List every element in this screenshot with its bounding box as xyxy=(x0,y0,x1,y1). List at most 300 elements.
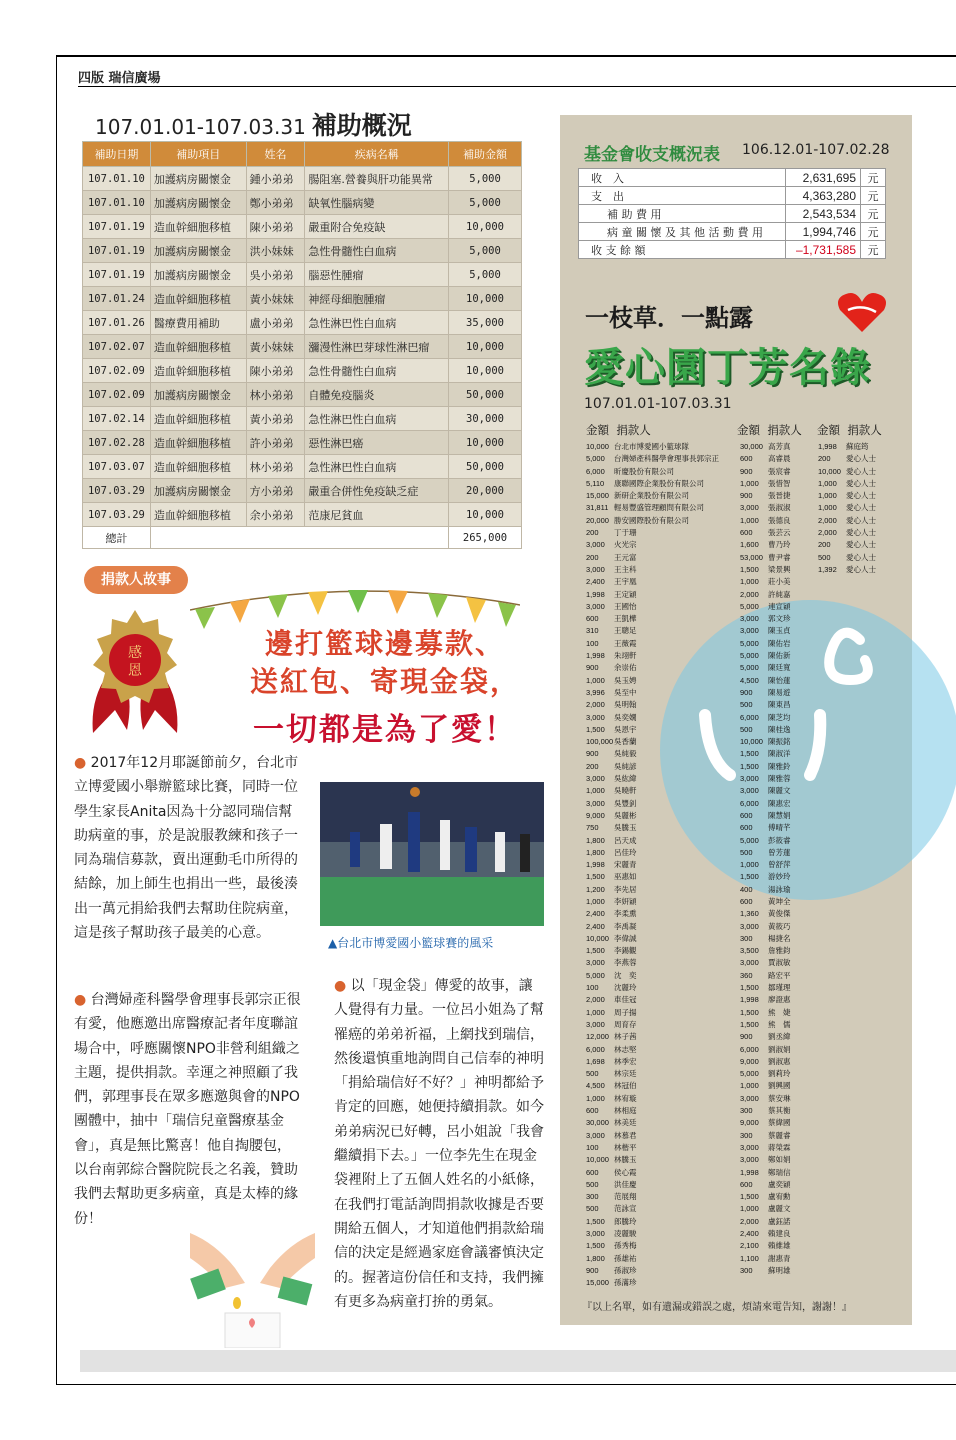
donor-row xyxy=(586,724,719,736)
donor-name: 王凱樺 xyxy=(614,614,637,624)
donation-hands-icon xyxy=(185,1228,320,1348)
donor-amount: 1,998 xyxy=(586,860,605,870)
donor-amount: 100 xyxy=(586,983,599,993)
donor-row xyxy=(740,884,791,896)
donor-amount: 5,110 xyxy=(586,478,605,488)
col2-header: 金額 捐款人 xyxy=(737,423,802,437)
donor-amount: 5,000 xyxy=(740,663,759,673)
basketball-photo xyxy=(320,782,544,926)
donor-name: 愛心人士 xyxy=(846,466,876,476)
table-cell: 107.02.28 xyxy=(83,431,151,455)
donor-amount: 1,360 xyxy=(740,909,759,919)
subsidy-heading: 補助概況 xyxy=(311,111,412,140)
donor-row xyxy=(740,1228,791,1240)
donor-row xyxy=(740,1216,791,1228)
donor-name: 張惜智 xyxy=(768,478,791,488)
donor-row xyxy=(586,478,719,490)
donor-name: 湯詠瑜 xyxy=(768,884,791,894)
donor-name: 張宸睿 xyxy=(768,466,791,476)
donor-row xyxy=(586,773,719,785)
donor-name: 陳芝均 xyxy=(768,712,791,722)
donor-name: 凌麗駿 xyxy=(614,1229,637,1238)
donor-name: 林慕君 xyxy=(614,1130,637,1140)
donor-row xyxy=(740,982,791,994)
table-cell: 腦惡性腫瘤 xyxy=(305,263,449,287)
table-cell: 5,000 xyxy=(449,263,522,287)
donor-row xyxy=(740,638,791,650)
donor-amount: 1,000 xyxy=(818,478,837,488)
table-cell: 林小弟弟 xyxy=(246,455,305,479)
subsidy-table xyxy=(82,141,522,549)
donor-name: 游妙玲 xyxy=(768,872,791,882)
table-cell: 107.01.26 xyxy=(83,311,151,335)
donor-amount: 5,000 xyxy=(740,1069,759,1079)
table-cell: 30,000 xyxy=(449,407,522,431)
donor-name: 莊小美 xyxy=(768,577,791,587)
fund-row xyxy=(579,223,886,241)
table-cell: 腸阻塞.營養與肝功能異常 xyxy=(305,167,449,191)
donor-row xyxy=(740,822,791,834)
headline-line2: 送紅包、寄現金袋， xyxy=(250,665,521,698)
col3-header: 金額 捐款人 xyxy=(817,423,882,437)
donor-amount: 5,000 xyxy=(740,601,759,611)
donor-amount: 200 xyxy=(586,552,599,562)
donor-amount: 1,000 xyxy=(586,1007,605,1017)
donor-row xyxy=(586,1080,719,1092)
donor-name: 熊 儒 xyxy=(768,1019,791,1029)
donor-name: 李禹凝 xyxy=(614,921,637,931)
donor-amount: 500 xyxy=(586,1204,599,1214)
donor-name: 張德良 xyxy=(768,515,791,525)
donor-amount: 6,000 xyxy=(740,1044,759,1054)
donor-name: 輕易豐盛管理顧問有限公司 xyxy=(614,503,704,513)
donor-row xyxy=(740,835,791,847)
table-cell: 鍾小弟弟 xyxy=(246,167,305,191)
donor-row xyxy=(740,502,791,514)
donor-amount: 1,000 xyxy=(740,478,759,488)
donor-row xyxy=(818,478,876,490)
table-cell: 陳小弟弟 xyxy=(246,215,305,239)
donor-amount: 2,400 xyxy=(586,921,605,931)
total-value: 265,000 xyxy=(449,527,522,549)
donor-name: 蔡緯國 xyxy=(768,1118,791,1128)
fund-label: 病 童 關 懷 及 其 他 活 動 費 用 xyxy=(579,223,786,241)
donor-name: 王主科 xyxy=(614,564,637,574)
donor-name: 路宏平 xyxy=(768,970,791,980)
table-cell: 急性骨髓性白血病 xyxy=(305,239,449,263)
badge-text-top: 感 xyxy=(128,645,142,661)
donor-name: 吳玉娉 xyxy=(614,675,637,685)
donor-amount: 1,500 xyxy=(740,983,759,993)
donor-amount: 1,000 xyxy=(740,577,759,587)
donor-amount: 1,000 xyxy=(818,491,837,501)
donor-name: 吳紘緯 xyxy=(614,774,637,784)
donor-name: 謝惠青 xyxy=(768,1253,791,1263)
table-cell: 造血幹細胞移植 xyxy=(150,455,246,479)
donor-row xyxy=(740,773,791,785)
donor-amount: 10,000 xyxy=(586,933,609,943)
donor-row xyxy=(740,1080,791,1092)
donor-amount: 500 xyxy=(586,1069,599,1079)
donor-amount: 200 xyxy=(818,454,831,464)
donor-amount: 300 xyxy=(586,1192,599,1202)
donor-amount: 600 xyxy=(586,1106,599,1116)
donor-amount: 6,000 xyxy=(586,466,605,476)
donor-amount: 1,500 xyxy=(740,761,759,771)
donor-amount: 1,500 xyxy=(740,872,759,882)
donor-name: 車佳冠 xyxy=(614,995,637,1005)
donor-row xyxy=(586,1167,719,1179)
donor-name: 丁于珊 xyxy=(614,528,637,538)
donor-name: 孫滿珍 xyxy=(614,1278,637,1288)
donor-row xyxy=(740,798,791,810)
donor-row xyxy=(586,1179,719,1191)
donor-amount: 1,500 xyxy=(586,872,605,882)
donor-amount: 20,000 xyxy=(586,515,609,525)
donor-name: 新研企業股份有限公司 xyxy=(614,491,689,501)
donor-amount: 1,500 xyxy=(586,724,605,734)
donor-amount: 360 xyxy=(740,970,753,980)
donor-row xyxy=(586,957,719,969)
donor-row xyxy=(740,687,791,699)
table-cell: 50,000 xyxy=(449,455,522,479)
subsidy-col-header: 姓名 xyxy=(246,142,305,167)
donor-row xyxy=(740,1130,791,1142)
donor-row xyxy=(740,576,791,588)
donor-row xyxy=(586,1044,719,1056)
donor-row xyxy=(740,1056,791,1068)
donor-amount: 1,500 xyxy=(586,946,605,956)
table-cell: 50,000 xyxy=(449,383,522,407)
donor-amount: 3,000 xyxy=(740,921,759,931)
table-cell: 嚴重附合免疫缺 xyxy=(305,215,449,239)
table-cell: 加護病房關懷金 xyxy=(150,191,246,215)
donor-row xyxy=(740,601,791,613)
donor-amount: 30,000 xyxy=(740,442,763,451)
donor-name: 吳純諺 xyxy=(614,761,637,771)
donor-amount: 100 xyxy=(586,638,599,648)
donor-row xyxy=(586,1191,719,1203)
table-row xyxy=(83,287,522,311)
donor-row xyxy=(586,527,719,539)
donor-row xyxy=(586,1277,719,1289)
donor-row xyxy=(586,1130,719,1142)
fund-unit: 元 xyxy=(861,223,886,241)
donor-name: 盧鈺諾 xyxy=(768,1216,791,1226)
donor-name: 愛心人士 xyxy=(846,503,876,513)
donor-name: 陳佑新 xyxy=(768,651,791,661)
donor-name: 孫雄祐 xyxy=(614,1253,637,1263)
donor-amount: 500 xyxy=(740,847,753,857)
donor-name: 蔡安琳 xyxy=(768,1093,791,1103)
donor-name: 蘇庭筠 xyxy=(846,442,869,451)
donor-row xyxy=(740,921,791,933)
donor-row xyxy=(586,699,719,711)
table-cell: 惡性淋巴癌 xyxy=(305,431,449,455)
fund-unit: 元 xyxy=(861,205,886,223)
donor-row xyxy=(740,859,791,871)
donor-amount: 2,100 xyxy=(740,1241,759,1251)
donor-amount: 200 xyxy=(818,540,831,550)
donor-name: 林美廷 xyxy=(614,1118,637,1128)
table-cell: 5,000 xyxy=(449,239,522,263)
table-cell: 107.03.07 xyxy=(83,455,151,479)
donor-row xyxy=(586,453,719,465)
donor-row xyxy=(818,453,876,465)
donor-row xyxy=(586,490,719,502)
donor-name: 張淑淑 xyxy=(768,503,791,513)
donor-amount: 2,000 xyxy=(740,1216,759,1226)
donor-amount: 1,998 xyxy=(586,589,605,599)
donor-amount: 500 xyxy=(818,552,831,562)
table-cell: 107.01.10 xyxy=(83,167,151,191)
donor-name: 盧奕穎 xyxy=(768,1179,791,1189)
subsidy-date-range: 107.01.01-107.03.31 xyxy=(95,115,306,139)
table-cell: 造血幹細胞移植 xyxy=(150,287,246,311)
donor-row xyxy=(586,896,719,908)
donor-name: 范詠宣 xyxy=(614,1204,637,1214)
donor-amount: 100,000 xyxy=(586,737,614,747)
donor-row xyxy=(740,1240,791,1252)
donor-row xyxy=(586,502,719,514)
table-cell: 造血幹細胞移植 xyxy=(150,407,246,431)
donor-date-range: 107.01.01-107.03.31 xyxy=(584,396,732,412)
donor-row xyxy=(586,712,719,724)
donor-row xyxy=(740,1044,791,1056)
donor-amount: 1,000 xyxy=(740,860,759,870)
fund-unit: 元 xyxy=(861,169,886,187)
donor-row xyxy=(740,613,791,625)
total-label: 總計 xyxy=(83,527,151,549)
donor-amount: 2,000 xyxy=(818,515,837,525)
table-cell: 黃小弟弟 xyxy=(246,407,305,431)
donor-row xyxy=(818,441,876,453)
donor-note: 『以上名單，如有遺漏或錯誤之處，煩請來電告知，謝謝！』 xyxy=(582,1302,852,1313)
fund-unit: 元 xyxy=(861,241,886,259)
donor-name: 陳麗文 xyxy=(768,786,791,796)
donor-row xyxy=(586,1068,719,1080)
donor-name: 鄒瑾理 xyxy=(768,983,791,993)
donor-row xyxy=(740,761,791,773)
donor-name: 沈 奕 xyxy=(614,970,637,980)
donor-row xyxy=(740,847,791,859)
donor-amount: 3,000 xyxy=(586,1019,605,1029)
donor-row xyxy=(818,564,876,576)
donor-row xyxy=(586,1240,719,1252)
donor-amount: 5,000 xyxy=(740,638,759,648)
table-row xyxy=(83,167,522,191)
table-cell: 神經母細胞腫瘤 xyxy=(305,287,449,311)
donor-name: 張芸云 xyxy=(768,528,791,538)
heart-icon xyxy=(836,290,888,334)
donor-row xyxy=(586,748,719,760)
fund-date-range: 106.12.01-107.02.28 xyxy=(742,142,890,158)
donor-name: 台北市博愛國小籃球隊 xyxy=(614,442,689,451)
table-cell: 陳小弟弟 xyxy=(246,359,305,383)
donor-row xyxy=(586,638,719,650)
donor-row xyxy=(586,1265,719,1277)
table-cell: 10,000 xyxy=(449,431,522,455)
donor-amount: 31,811 xyxy=(586,503,609,513)
table-row xyxy=(83,383,522,407)
donor-name: 愛心人士 xyxy=(846,552,876,562)
donor-name: 曾芳蓮 xyxy=(768,847,791,857)
table-row xyxy=(83,191,522,215)
table-cell: 瀰漫性淋巴芽球性淋巴瘤 xyxy=(305,335,449,359)
table-cell: 107.01.24 xyxy=(83,287,151,311)
donor-row xyxy=(740,1019,791,1031)
donor-row xyxy=(586,1007,719,1019)
donor-amount: 500 xyxy=(740,700,753,710)
table-cell: 107.03.29 xyxy=(83,503,151,527)
donor-name: 康聯國際企業股份有限公司 xyxy=(614,478,704,488)
story-paragraph-3 xyxy=(334,974,544,1314)
donor-amount: 6,000 xyxy=(740,798,759,808)
donor-name: 台灣婦產科醫學會理事長郭宗正 xyxy=(614,454,719,464)
donor-name: 吳曉軒 xyxy=(614,786,637,796)
story-paragraph-1 xyxy=(74,751,302,945)
donor-row xyxy=(586,994,719,1006)
donor-name: 李柔熏 xyxy=(614,909,637,919)
donor-amount: 1,000 xyxy=(586,786,605,796)
donor-amount: 500 xyxy=(740,724,753,734)
donor-name: 許純嘉 xyxy=(768,589,791,599)
donor-row xyxy=(740,1253,791,1265)
donor-row xyxy=(586,1031,719,1043)
donor-name: 陳淑洋 xyxy=(768,749,791,759)
donor-amount: 900 xyxy=(740,466,753,476)
donor-row xyxy=(740,625,791,637)
donor-row xyxy=(586,564,719,576)
donor-row xyxy=(586,441,719,453)
donor-name: 陳惠宏 xyxy=(768,798,791,808)
donor-amount: 3,000 xyxy=(586,774,605,784)
donor-name: 陳雅蓉 xyxy=(768,774,791,784)
donor-name: 吳騰玉 xyxy=(614,823,637,833)
table-cell: 方小弟弟 xyxy=(246,479,305,503)
fund-value: 2,631,695 xyxy=(785,169,860,187)
donor-row xyxy=(740,1007,791,1019)
table-row xyxy=(83,263,522,287)
donor-row xyxy=(586,466,719,478)
donor-amount: 600 xyxy=(740,1179,753,1189)
donor-row xyxy=(740,896,791,908)
donor-row xyxy=(818,502,876,514)
donor-amount: 300 xyxy=(740,1106,753,1116)
donor-amount: 1,800 xyxy=(586,835,605,845)
donor-name: 張晉捷 xyxy=(768,491,791,501)
donor-row xyxy=(740,994,791,1006)
donor-amount: 600 xyxy=(740,454,753,464)
table-cell: 加護病房關懷金 xyxy=(150,239,246,263)
donor-name: 賴建良 xyxy=(768,1229,791,1238)
table-cell: 余小弟弟 xyxy=(246,503,305,527)
donor-amount: 1,500 xyxy=(586,1216,605,1226)
donor-name: 林季宏 xyxy=(614,1056,637,1066)
donor-row xyxy=(740,736,791,748)
donor-column-1 xyxy=(586,441,719,1289)
donor-amount: 1,392 xyxy=(818,564,837,574)
donor-row xyxy=(740,699,791,711)
table-cell: 吳小弟弟 xyxy=(246,263,305,287)
donor-name: 巫惠如 xyxy=(614,872,637,882)
table-cell: 107.03.29 xyxy=(83,479,151,503)
donor-name: 曹尹睿 xyxy=(768,552,791,562)
donor-amount: 900 xyxy=(586,1265,599,1275)
page-header: 四版 瑞信廣場 xyxy=(78,71,161,86)
story-tag: 捐款人故事 xyxy=(84,566,188,594)
donor-row xyxy=(586,908,719,920)
donor-name: 范展翔 xyxy=(614,1192,637,1202)
table-cell: 急性淋巴性白血病 xyxy=(305,311,449,335)
donor-amount: 3,000 xyxy=(740,626,759,636)
donor-amount: 4,500 xyxy=(586,1081,605,1091)
donor-amount: 10,000 xyxy=(586,442,609,451)
donor-name: 王聰足 xyxy=(614,626,637,636)
donor-amount: 30,000 xyxy=(586,1118,609,1128)
donor-amount: 3,000 xyxy=(586,564,605,574)
donor-name: 呂天成 xyxy=(614,835,637,845)
donor-amount: 3,000 xyxy=(586,1130,605,1140)
donor-row xyxy=(740,564,791,576)
donor-name: 王宇凰 xyxy=(614,577,637,587)
donor-row xyxy=(586,810,719,822)
donor-row xyxy=(740,945,791,957)
donor-amount: 53,000 xyxy=(740,552,763,562)
table-cell: 加護病房關懷金 xyxy=(150,167,246,191)
table-row xyxy=(83,311,522,335)
fund-row xyxy=(579,241,886,259)
donor-row xyxy=(586,1253,719,1265)
table-cell: 洪小妹妹 xyxy=(246,239,305,263)
donor-name: 詹雅鈞 xyxy=(768,946,791,956)
donor-name: 王國怡 xyxy=(614,601,637,611)
donor-row xyxy=(740,970,791,982)
donor-row xyxy=(740,490,791,502)
donor-name: 賴維雄 xyxy=(768,1241,791,1251)
donor-amount: 2,000 xyxy=(586,995,605,1005)
bottom-border xyxy=(56,1384,956,1385)
table-row xyxy=(83,215,522,239)
donor-amount: 3,000 xyxy=(740,503,759,513)
donor-row xyxy=(586,662,719,674)
table-cell: 10,000 xyxy=(449,335,522,359)
donor-name: 傅晴芊 xyxy=(768,823,791,833)
donor-row xyxy=(740,441,791,453)
donor-amount: 10,000 xyxy=(586,1155,609,1165)
donor-name: 侯心霞 xyxy=(614,1167,637,1177)
donor-row xyxy=(740,1265,791,1277)
table-row xyxy=(83,359,522,383)
donor-row xyxy=(586,871,719,883)
table-cell: 10,000 xyxy=(449,287,522,311)
donor-name: 王元富 xyxy=(614,552,637,562)
donor-amount: 2,400 xyxy=(740,1229,759,1238)
donor-row xyxy=(740,527,791,539)
donor-row xyxy=(740,908,791,920)
donor-row xyxy=(740,957,791,969)
fund-value: 2,543,534 xyxy=(785,205,860,223)
donor-row xyxy=(586,1142,719,1154)
donor-name: 吳明翰 xyxy=(614,700,637,710)
donor-name: 吳至中 xyxy=(614,687,637,697)
donor-amount: 2,000 xyxy=(586,700,605,710)
table-cell: 黃小妹妹 xyxy=(246,335,305,359)
donor-row xyxy=(818,466,876,478)
table-cell: 自體免疫腦炎 xyxy=(305,383,449,407)
subsidy-col-header: 疾病名稱 xyxy=(305,142,449,167)
donor-amount: 200 xyxy=(586,761,599,771)
